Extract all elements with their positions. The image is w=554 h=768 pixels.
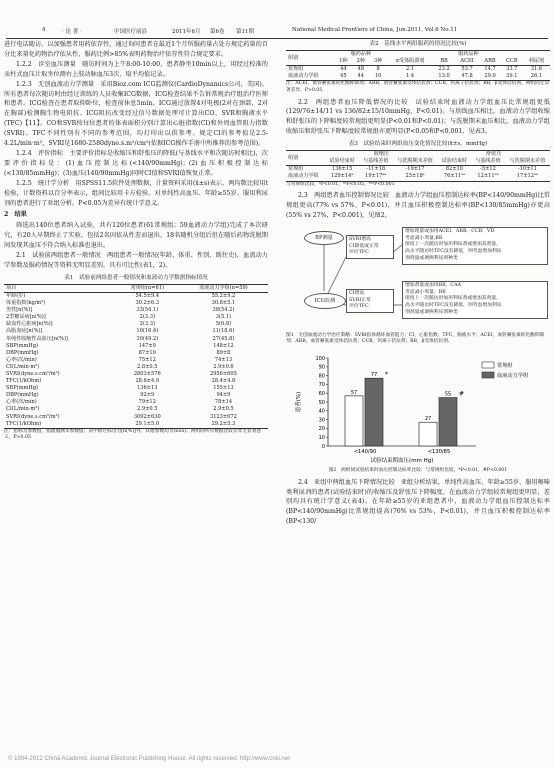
issue-date: 2011年6月 <box>172 29 201 35</box>
table2-header: 组别 <box>288 54 299 61</box>
issue: 第11期 <box>236 29 254 35</box>
table2-cell: 13.0 <box>438 73 450 80</box>
table1-cell: 3(5.1) <box>215 314 232 321</box>
table2-row <box>286 73 550 81</box>
table3-cell: 82±10 <box>445 166 464 173</box>
table3-row <box>286 173 550 181</box>
table2-cell: 29.0 <box>484 73 496 80</box>
table1-cell: 单纯性收缩性高血压[n(%)] <box>6 335 68 342</box>
table2-group-header: 服药品种 <box>458 51 479 57</box>
table1-cell: 2956±605 <box>209 370 237 377</box>
legend-swatch <box>482 362 494 368</box>
table3-cell: -10±11 <box>517 166 537 173</box>
table1-row <box>4 357 268 364</box>
paragraph: 2.1 试验前两组患者一般情况 两组患者一般情况(年龄、体重、性别、既往史)，血流动力学参数及服药情况等资料无明显差别，具有可比性(表1，2)。 <box>4 252 268 269</box>
table1-cell: 79±12 <box>138 399 156 406</box>
table1-header: 血液动力学组(n=59) <box>199 284 248 291</box>
table1-row <box>4 378 268 385</box>
y-tick-label: 100 <box>315 355 325 362</box>
table3-row <box>286 166 550 174</box>
table1-cell: 55.2±9.2 <box>211 292 236 299</box>
table1-cell: SBP(mmHg) <box>6 342 38 349</box>
table2-header: 3种 <box>374 58 383 65</box>
table1-cell: 5(6.8) <box>215 321 232 328</box>
table3-header: 试验结束时 <box>329 158 355 165</box>
table3 <box>286 150 550 181</box>
paragraph: 1.2.4 评价指标 主要评价指标是收缩压和舒张压的降低(与基线水平和次随访时相比)，次要评价指标是：(1)血压控制达标(<140/90mmHg)；(2)血压积极控制达标(<130/85mmHg)；(3)血压(140/90mmHg)同时CI值和SVRI值恢复正常。 <box>4 149 268 177</box>
page-header <box>0 0 554 35</box>
table3-header: 与基线差值 <box>475 158 501 165</box>
table1-cell: CI(L/min·m²) <box>6 363 40 370</box>
table1-cell: 2型糖尿病[n(%)] <box>6 314 46 321</box>
table1-cell: 30(49.2) <box>136 335 159 342</box>
table2-header: ARB <box>484 58 496 65</box>
table1-cell: 2(3.3) <box>139 321 155 328</box>
table1-cell: 2.8±0.5 <box>137 363 158 370</box>
table1-cell: 心率(次/min) <box>6 399 37 406</box>
table3-cell: 76±11ᵃᵃ <box>443 173 465 180</box>
section-heading: 2 结果 <box>4 211 27 219</box>
y-tick-label: 70 <box>318 382 325 389</box>
table3-header: 与基线差值 <box>362 158 389 165</box>
table3-header: 与洗脱期末差值 <box>397 158 433 165</box>
table1-cell: 2.9±0.6 <box>213 363 234 370</box>
table2-header: α受体阻滞剂 <box>395 58 425 65</box>
table1-cell: 33(54.1) <box>136 307 159 314</box>
table1-cell: 2803±576 <box>133 370 161 377</box>
paragraph: 进行电话随访，以加强患者用药依存性。通过询问患者在最近1个月所服药量占处方规定药量的百分比来量化药物治疗依从性，服药比例>85%表明药物治疗依存性符合规定要求。 <box>4 41 268 58</box>
significance-mark: # <box>459 390 465 398</box>
table3-note: 与常规组比较，ᵃP<0.01，ᵃᵃP<0.05，ᵃᵃᵃP<0.001 <box>286 181 395 187</box>
table1-cell: 体重指数(kg/m²) <box>6 300 46 307</box>
table1-cell: 27(45.8) <box>212 335 235 342</box>
left-column <box>4 40 268 442</box>
y-tick-label: 90 <box>318 364 325 371</box>
table2-group-header: 服药品种 <box>350 51 371 57</box>
data-label: 57 <box>350 389 358 396</box>
table2-header: 利尿剂 <box>528 58 545 65</box>
data-label: 55 <box>444 391 452 398</box>
paragraph: 筛选出140位患者纳入试验，共有120位患者(61常规组；59血液动力学组)完成了本次研究，有20人早期终止了实验，包括2名因依从性差而退出，18名随机分组后但在随后药物洗脱期间发现其血压不符合纳入标准也退出。 <box>4 222 268 250</box>
table1-cell: 年龄(岁) <box>6 292 26 299</box>
table3-cell: 129±14ᵃ <box>330 173 354 180</box>
table2-header: 1种 <box>339 58 348 65</box>
table1-cell: 155±13 <box>213 385 234 392</box>
page-number: 4 <box>42 27 46 33</box>
table1-cell: 11(18.6) <box>212 328 235 335</box>
legend-label: 血液动力学组 <box>497 373 529 380</box>
table1-cell: 30.8±5.1 <box>211 300 236 307</box>
table1-cell: 心率(次/min) <box>6 356 37 363</box>
table2-cell: 14.7 <box>484 66 496 73</box>
figure1-caption: 图1 无创血流动力学治疗策略：SVRI指体循环血管阻力；CI，心脏指数；TFC，胸液水平；ACEI，血管紧张素转化酶抑制剂；ARB，血管紧张素受体拮抗剂；CCB，钙离子拮抗剂；BB，β受体拮抗剂。 <box>286 332 545 345</box>
table1-cell: 28.6±4.9 <box>135 378 160 385</box>
table1-cell: 10(16.4) <box>136 328 159 335</box>
table1-caption: 表1 试验前两组患者一般情况和血液动力学数据指标情况 <box>64 274 208 281</box>
table1-cell: 92±9 <box>140 392 155 399</box>
journal-cn: 中国医疗前沿 <box>114 29 148 35</box>
y-tick-label: 0 <box>321 443 325 450</box>
table2 <box>286 50 550 81</box>
table2-header: CCB <box>506 58 518 65</box>
table3-cell: -5±12 <box>480 166 496 173</box>
table1-cell: 148±12 <box>213 342 234 349</box>
table3-cell: 血液动力学组 <box>288 173 319 180</box>
right-column <box>286 40 550 527</box>
table3-cell: 12±11ᵃᵃ <box>477 173 499 180</box>
table1-cell: 94±9 <box>216 392 231 399</box>
table2-header: BB <box>440 58 448 65</box>
table2-cell: 44 <box>340 66 347 73</box>
paragraph: 2.3 两组患者血压控制情况比较 血液动力学组血压控制达标率(BP<140/90mmHg)比常规组更高(77% vs 57%，P<0.01)，并且血压积极控制达标率(BP<130/85mmHg)亦更高(55% vs 27%，P<0.001)，见图2。 <box>286 192 550 219</box>
table2-cell: 33.7 <box>506 66 518 73</box>
table3-cell: 常规组 <box>288 166 304 173</box>
x-axis-label: 试验结束期血压(mm Hg) <box>370 458 434 465</box>
paragraph: 1.2.3 无创血流动力学测量 采用Bioz.com ICG监测仪(CardioDynamics公司，美国)。所有患者每次随访时由经过训练的人员收集ICG数据，ICG检查结果不告诉常规治疗组治疗医师和患者。ICG检查在患者取仰卧位，检查前休息5min。ICG通过放置4对电极(2对在颈部，2对在胸部)检测胸生物电阻抗。ICG阻抗改变经过信号数据处理可计算出CO、SVR和胸液水平(TFC)【11】。CO和SVR按每位患者的体表面积分别计算出心脏指数(CI)和外周血管阻力指数(SVRI)。TFC不同性别有不同的参考范围，均打印出以供参考。规定CI的参考值是2.5-4.2L/min·m²，SVRI是1680-2580dyne.s.m²/cm⁵(依据ICG操作手册中所推荐的参考范围)。 <box>4 80 268 148</box>
table1-row <box>4 392 268 399</box>
table2-cell: 39.1 <box>506 73 518 80</box>
table2-cell: 10 <box>374 73 382 80</box>
table1-cell: TFC(1/kOhm) <box>6 378 42 385</box>
table2-row <box>286 66 550 74</box>
table1-cell: CI(L/min·m²) <box>6 406 40 413</box>
table2-cell: 2.1 <box>406 66 415 73</box>
y-tick-label: 60 <box>318 391 325 398</box>
column-label: · 论 著 · <box>62 29 82 35</box>
table1-cell: 147±9 <box>138 342 156 349</box>
flow-box-ci-actions: 增加剂量或加用BB，CAA 考虑减小剂量，BB 保留上一次随访时加用利尿剂或增加其剂量， 高水平随访时TFC没有降低，则考虑增加利尿 剂剂量或调换利尿剂种类 <box>402 281 548 319</box>
table1-row <box>4 399 268 406</box>
table1-cell: 78±14 <box>214 399 233 406</box>
table1-cell: 3123±672 <box>209 413 237 420</box>
table3-group-header: 收缩压 <box>373 151 390 158</box>
table3-group-header: 舒张压 <box>486 151 502 158</box>
journal-en: National Medical Frontiers of China, Jun.2011, Vol.6 No.11 <box>292 27 458 33</box>
table1-header: 常规组(n=61) <box>130 284 164 291</box>
table2-cell: 44 <box>357 73 365 80</box>
table1 <box>4 284 268 429</box>
table1-cell: SVRI(dyne.s.cm⁵/m²) <box>6 370 60 377</box>
copyright-footer: © 1994-2012 China Academic Journal Electronic Publishing House. All rights reserved. http://www.cnki.net <box>8 756 290 762</box>
flow-box-svri: SVRI增高 CI降低或正常 评价TFC <box>346 235 394 259</box>
table3-header: 与洗脱期末差值 <box>509 158 546 165</box>
table1-cell: 87±10 <box>138 349 156 356</box>
table1-cell: 28.4±4.8 <box>211 378 236 385</box>
figure2-caption: 图2 两组间试验结束时血压控制达标率比较：与常规组比较，*P<0.01，#P<0.001 <box>328 468 508 474</box>
table1-row <box>4 414 268 421</box>
table1-row <box>4 364 268 371</box>
legend-swatch <box>482 372 494 378</box>
table1-header: 项目 <box>6 284 17 291</box>
paragraph: 1.2.5 统计学分析 用SPSS11.5软件处理数据，计量资料采用(x̄±s)表示，两均数比较用t检验，计数资料以百分率表示，组间比较用卡方检验。对单纯性高血压、年龄≥55岁、服用利尿剂的患者进行了亚组分析。P<0.05为差异有统计学意义。 <box>4 179 268 207</box>
table1-row <box>4 343 268 350</box>
table2-header: ACEI <box>460 58 474 65</box>
table3-header: 试验结束时 <box>441 158 468 165</box>
table1-row <box>4 371 268 378</box>
table3-cell: 19±17ᵃᵃ <box>365 173 387 180</box>
table1-cell: 2(3.3) <box>139 314 155 321</box>
legend-label: 常规组 <box>497 363 513 370</box>
bar <box>419 422 437 446</box>
bar <box>365 378 383 446</box>
significance-mark: * <box>385 371 388 379</box>
table1-cell: 2.9±0.5 <box>137 406 158 413</box>
table2-caption: 表2 基线水平两组服药的情况比较(%) <box>369 41 467 47</box>
y-tick-label: 80 <box>318 373 325 380</box>
table1-row <box>4 336 268 343</box>
y-tick-label: 20 <box>318 426 325 433</box>
volume: 第6卷 <box>210 29 225 35</box>
table1-row <box>4 385 268 392</box>
table2-cell: 常规组 <box>288 66 304 73</box>
table2-header: 2种 <box>356 58 365 65</box>
table1-cell: 2.9±0.5 <box>213 406 234 413</box>
paragraph: 2.4 亚组中两组血压下降情况比较 亚组分析结果，单纯性高血压、年龄≥55岁、服用噻嗪类利尿剂的患者(试验结束时)的收缩压及舒张压下降幅度，在血流动力学组较常规组更明显，差别均具有统计学意义(表4)。在年龄≥55岁的亚组患者中，血液动力学组血压控制达标率(BP<140/90mmHg)比常规组提高(76% vs 53%，P<0.01)，并且血压积极控制达标率(BP<130/ <box>286 478 550 526</box>
table1-cell: 54.5±9.4 <box>135 292 160 299</box>
flow-start: BP测量 <box>304 231 344 245</box>
table1-cell: 29.1±5.0 <box>135 420 160 427</box>
table1-cell: DBP(mmHg) <box>6 392 39 399</box>
bar <box>345 396 363 446</box>
table1-cell: 38(54.2) <box>212 307 235 314</box>
table3-caption: 表3 试验结束时两组血压变化情况比较(x̄±s，mmHg) <box>348 141 488 148</box>
flowchart <box>286 225 550 330</box>
table1-row <box>4 421 268 429</box>
y-tick-label: 10 <box>318 435 325 442</box>
category-label: <140/90 <box>353 449 377 456</box>
table1-cell: TFC(1/kOhm) <box>6 420 42 427</box>
table3-cell: 136±15 <box>331 166 353 173</box>
header-rule <box>6 38 548 39</box>
table1-row <box>4 292 268 300</box>
table3-cell: -11±18 <box>366 166 386 173</box>
table1-cell: SBP(mmHg) <box>6 385 38 392</box>
y-tick-label: 50 <box>318 399 325 406</box>
table1-cell: 29.2±5.3 <box>211 420 236 427</box>
paragraph: 2.2 两组患者血压降低情况的比较 试验结束时血液动力学组血压比常规组更低(129/76±14/11 vs 136/82±15/10mmHg，P<0.01)。与基线血压相比，血液动力学组收缩和舒张压的下降幅度较常规组更明显(P<0.01和P<0.01)；与洗脱期末血压相比，血液动力学组收缩压和舒张压下降幅度较常规组亦更明显(P<0.05和P<0.001，见表3。 <box>286 98 550 136</box>
table1-cell: 3092±630 <box>133 413 161 420</box>
table1-cell: DBP(mmHg) <box>6 349 39 356</box>
bar-chart <box>286 350 550 468</box>
y-axis-label: 患者(%) <box>296 391 302 413</box>
table2-note: 注：ACEI，血管紧张素转化酶抑制剂；ARB，血管紧张素受体拮抗剂；CCB，钙离子拮抗剂；BB，β受体拮抗剂。两组间无显著差异，P>0.05 <box>286 81 550 93</box>
table2-cell: 48 <box>357 66 365 73</box>
table2-cell: 23.2 <box>438 66 450 73</box>
table2-cell: 26.1 <box>530 73 543 80</box>
table1-cell: 74±13 <box>214 356 233 363</box>
table3-cell: 25±18ᵃ <box>405 173 425 180</box>
table3-header: 组别 <box>288 154 299 161</box>
table2-cell: 53.7 <box>461 66 473 73</box>
table1-row <box>4 406 268 413</box>
flow-box-svri-actions: 增加现量或加用ACEI、ARB、CCB、VD 考虑减小剂量,BB 保留上一次随访时加用利尿剂或增加其剂量， 高水平随访时TFC没有降低，则考虑增加利尿 剂剂量或调换利尿剂种类 <box>402 227 548 265</box>
table2-cell: 血液动力学组 <box>288 73 319 80</box>
y-tick-label: 40 <box>318 408 325 415</box>
y-tick-label: 30 <box>318 417 325 424</box>
bar <box>439 398 457 446</box>
table1-note: 注：指标为参数值，指流服测未参数值；表中除过标出为[n(%)]外，其他参数均为(x̄±s)。两组间所有数据比较差异无显著意义，P>0.05 <box>4 428 262 441</box>
paragraph: 1.2.2 诊室血压测量 随访时间为上午8:00-10:00，患者静坐10min以上，用经过校准的汞柱式血压计取坐位测右上肢动脉血压3次，取平均值记录。 <box>4 60 268 78</box>
data-label: 77 <box>370 372 378 379</box>
table1-cell: SVRI(dyne.s.cm⁵/m²) <box>6 413 60 420</box>
table1-cell: 75±12 <box>138 356 156 363</box>
table2-cell: 8 <box>376 66 380 73</box>
table3-cell: 17±12ᵃᵃ <box>516 173 538 180</box>
flow-icg: ICG监测 <box>304 293 346 309</box>
table1-row <box>4 328 268 335</box>
data-label: 27 <box>424 416 432 423</box>
table1-cell: 89±8 <box>216 349 231 356</box>
table1-row <box>4 350 268 357</box>
table1-cell: 136±13 <box>137 385 158 392</box>
flow-box-ci: CI增高 SVRI正常 评价TFC <box>346 289 394 313</box>
table2-cell: 45 <box>340 73 347 80</box>
category-label: <130/85 <box>427 449 451 456</box>
table1-cell: 高脂血症[n(%)] <box>6 328 43 335</box>
table2-cell: 47.8 <box>461 73 473 80</box>
table1-cell: 30.2±6.3 <box>135 300 160 307</box>
table1-cell: 缺血性心脏病[n(%)] <box>6 321 53 328</box>
table2-cell: 1.4 <box>406 73 415 80</box>
table2-cell: 31.6 <box>530 66 543 73</box>
table1-cell: 男性[n(%)] <box>6 307 33 314</box>
table3-cell: -19±17 <box>405 166 425 173</box>
